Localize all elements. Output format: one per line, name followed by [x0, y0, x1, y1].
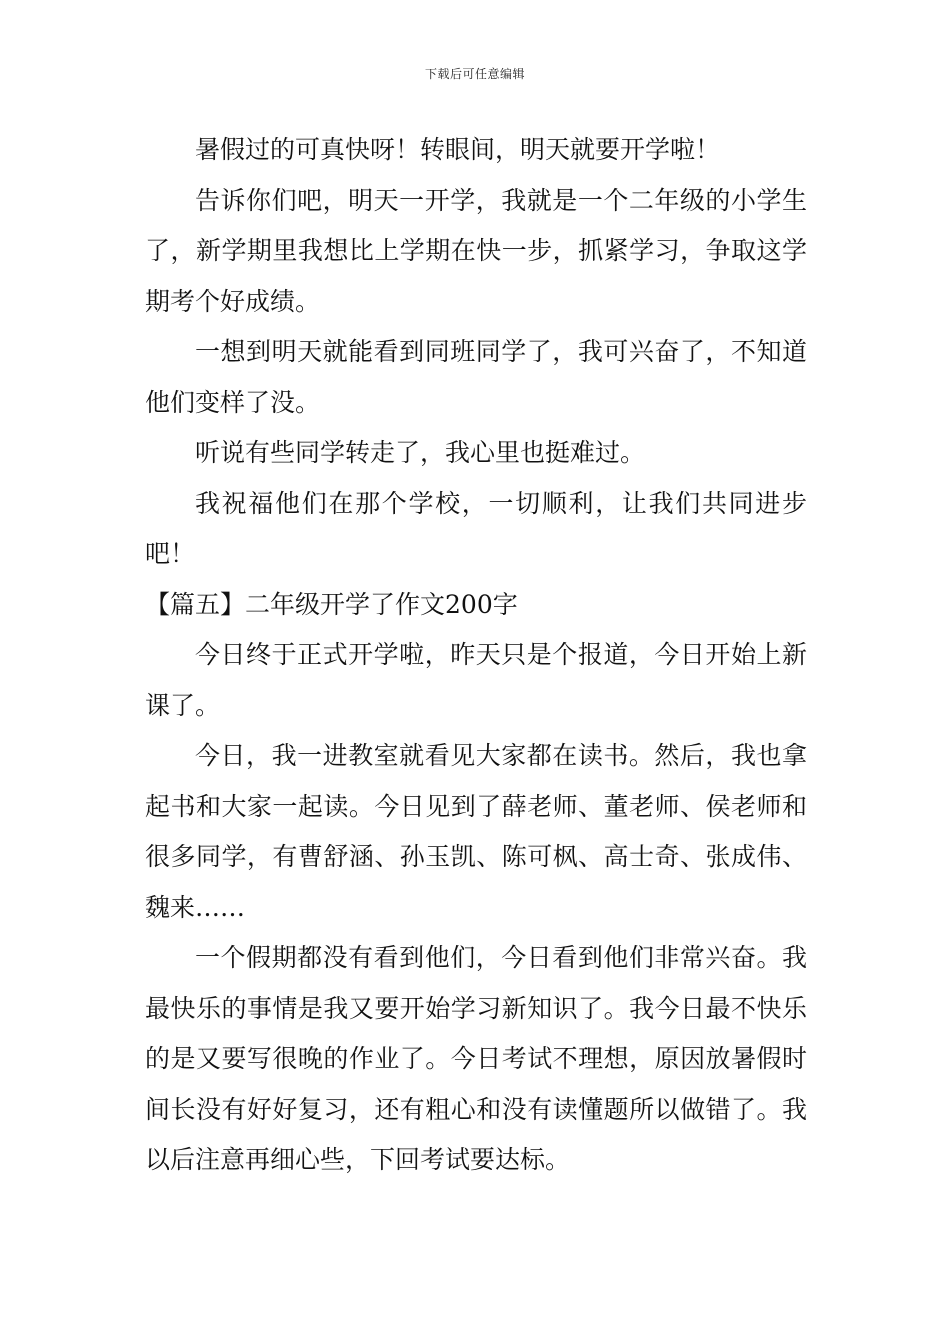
- document-body: [145, 125, 807, 1186]
- page-header: 下载后可任意编辑: [424, 67, 525, 81]
- paragraph: 暑假过的可真快呀！转眼间，明天就要开学啦！: [195, 135, 721, 164]
- section-heading: 【篇五】二年级开学了作文200字: [145, 589, 518, 619]
- paragraph: 听说有些同学转走了，我心里也挺难过。: [195, 438, 646, 467]
- paragraph: 今日终于正式开学啦，昨天只是个报道，今日开始上新课了。: [145, 640, 807, 720]
- paragraph: 今日，我一进教室就看见大家都在读书。然后，我也拿起书和大家一起读。今日见到了薛老师、董老师、侯老师和很多同学，有曹舒涵、孙玉凯、陈可枫、高士奇、张成伟、魏来……: [145, 741, 807, 922]
- paragraph: 一个假期都没有看到他们，今日看到他们非常兴奋。我最快乐的事情是我又要开始学习新知识了。我今日最不快乐的是又要写很晚的作业了。今日考试不理想，原因放暑假时间长没有好好复习，还有粗心和没有读懂题所以做错了。我以后注意再细心些，下回考试要达标。: [145, 943, 807, 1174]
- paragraph: 告诉你们吧，明天一开学，我就是一个二年级的小学生了，新学期里我想比上学期在快一步，抓紧学习，争取这学期考个好成绩。: [145, 185, 807, 316]
- paragraph: 一想到明天就能看到同班同学了，我可兴奋了，不知道他们变样了没。: [145, 337, 807, 417]
- paragraph: 我祝福他们在那个学校，一切顺利，让我们共同进步吧！: [145, 488, 807, 568]
